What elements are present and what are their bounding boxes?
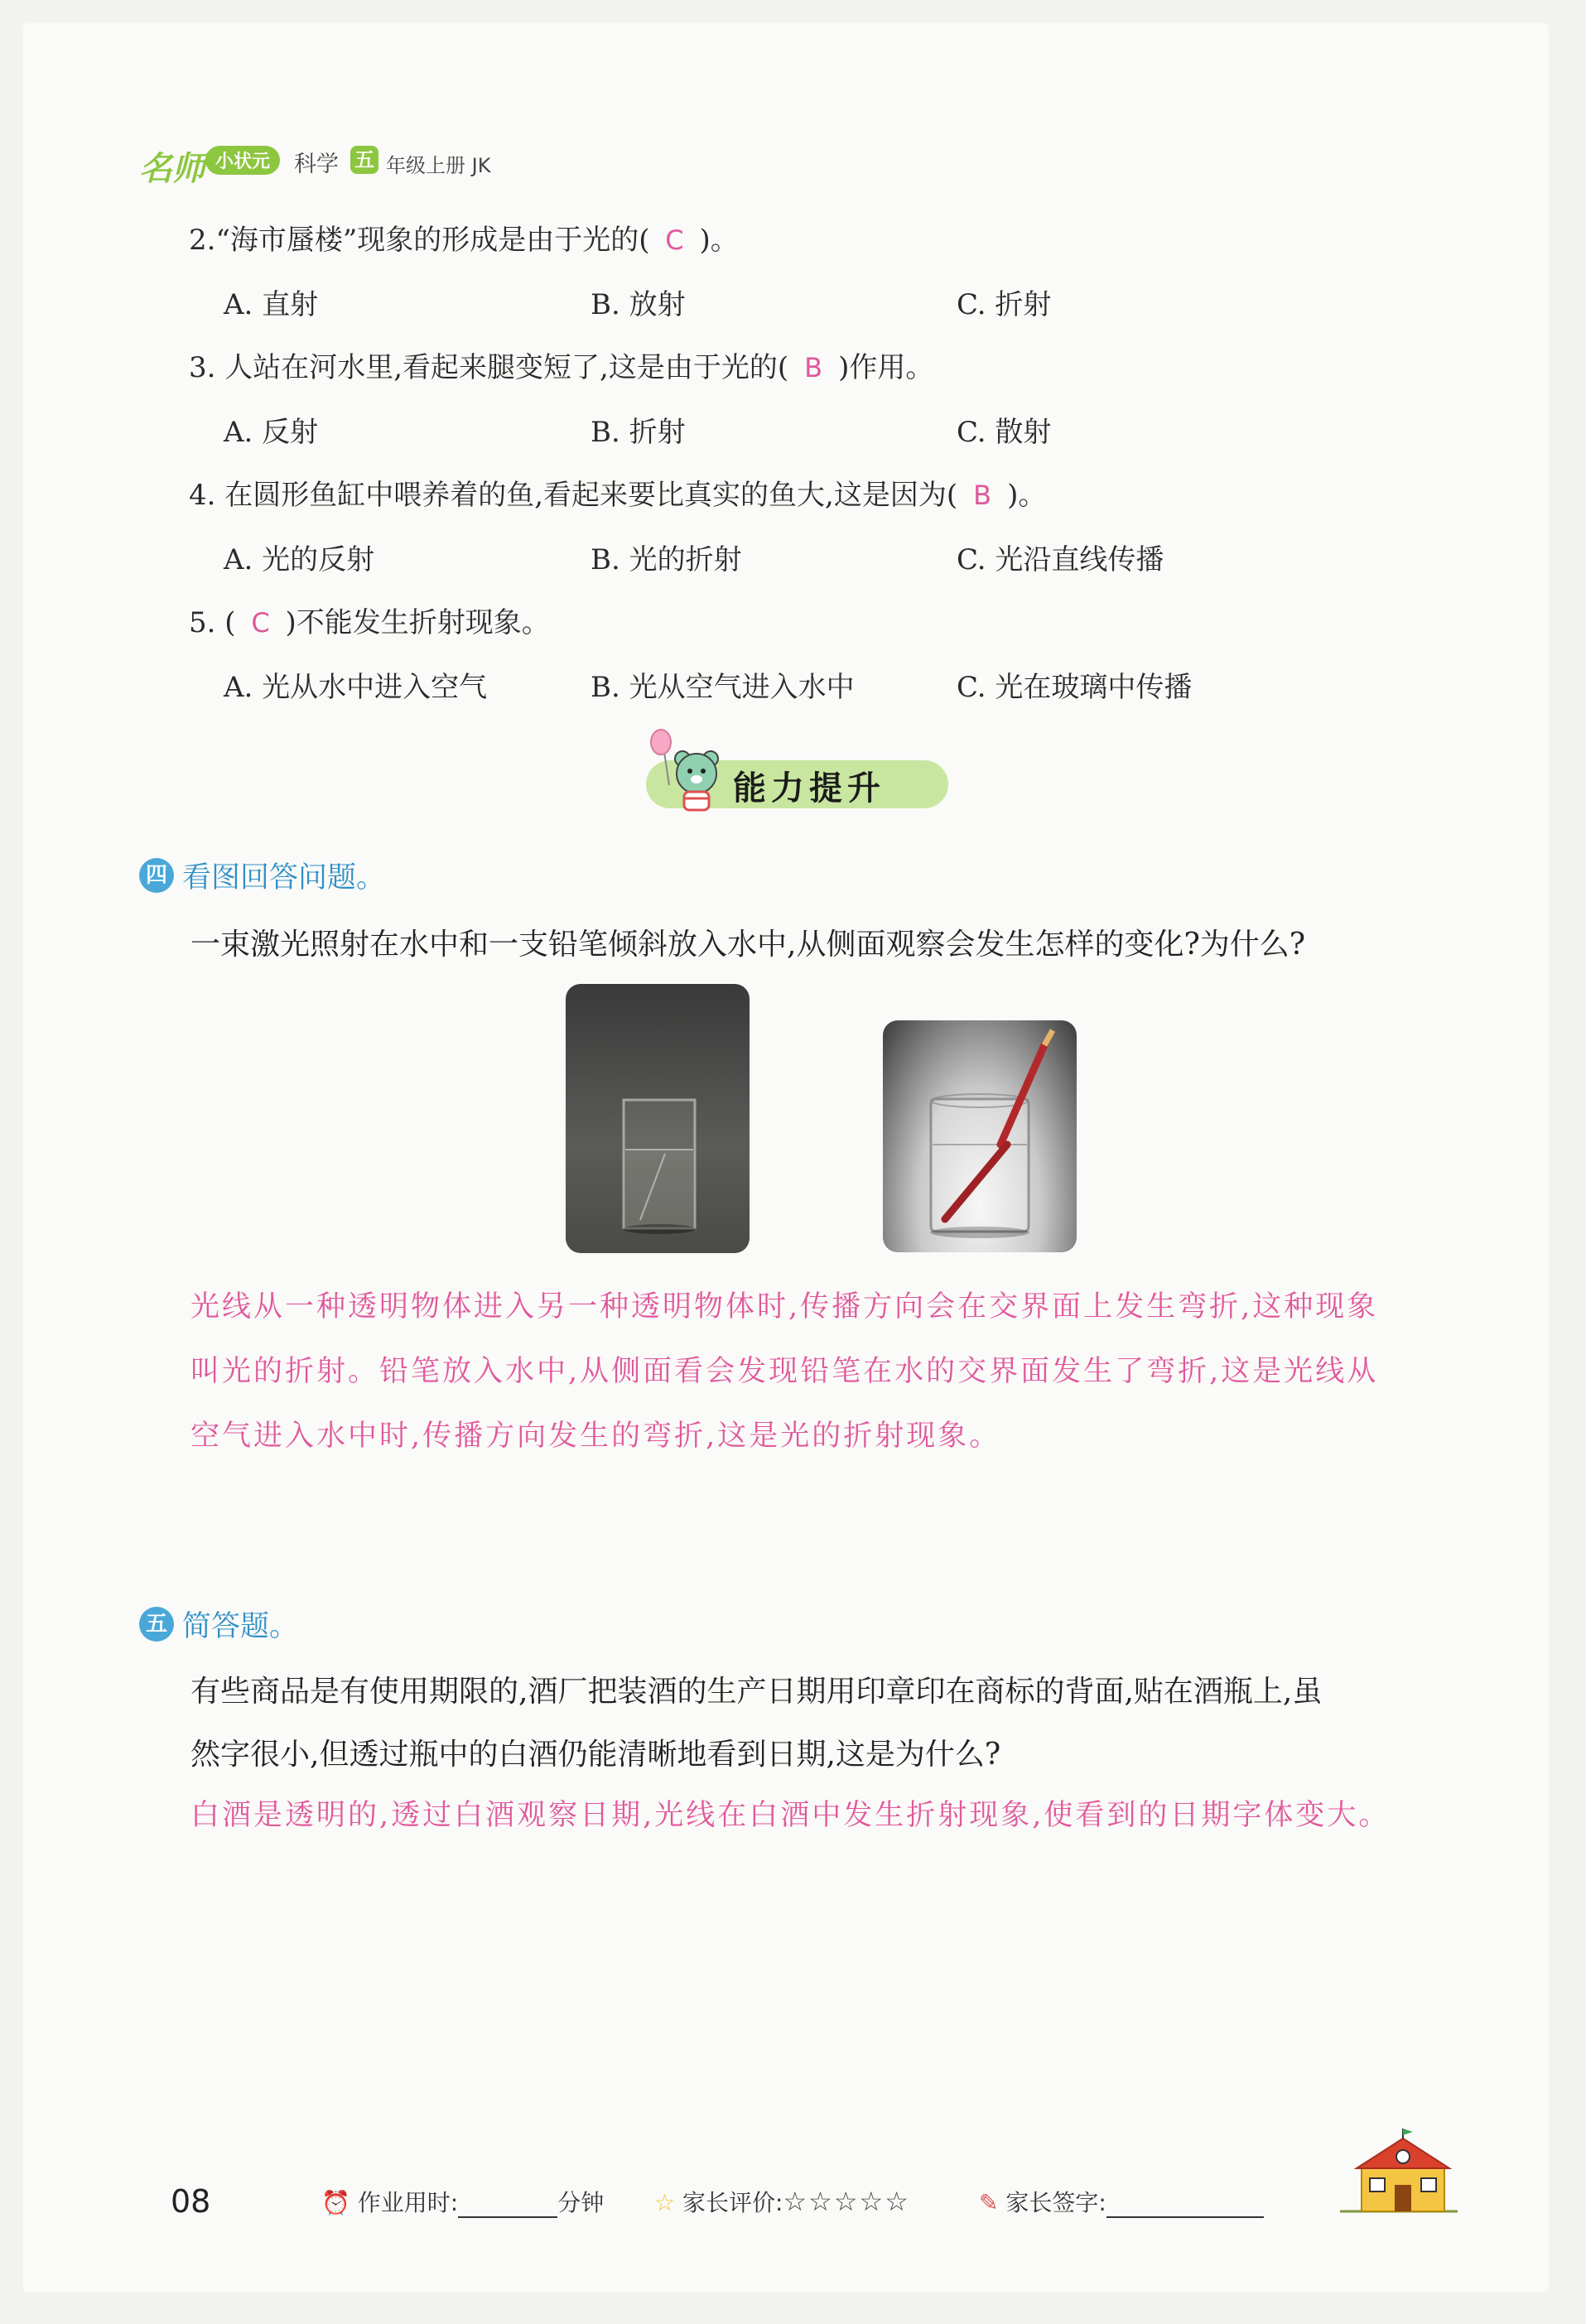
star-icon: ☆ xyxy=(654,2189,676,2216)
time-unit: 分钟 xyxy=(557,2189,605,2216)
question-4 xyxy=(189,472,1046,513)
question-stem-end: )。 xyxy=(1007,479,1047,512)
answer-mark: B xyxy=(973,480,992,511)
header-grade: 年级上册 JK xyxy=(386,154,491,177)
question-stem: 4. 在圆形鱼缸中喂养着的鱼,看起来要比真实的鱼大,这是因为( xyxy=(189,479,958,512)
option-a: A. 光的反射 xyxy=(224,543,375,576)
question-5 xyxy=(189,600,550,640)
pencil-glass-photo xyxy=(883,1020,1077,1252)
option-a: A. 直射 xyxy=(224,288,319,321)
section-5-prompt-line: 然字很小,但透过瓶中的白酒仍能清晰地看到日期,这是为什么? xyxy=(190,1738,1001,1772)
time-label: 作业用时: xyxy=(357,2189,459,2216)
time-blank[interactable] xyxy=(458,2189,557,2218)
section-4-prompt: 一束激光照射在水中和一支铅笔倾斜放入水中,从侧面观察会发生怎样的变化?为什么? xyxy=(190,928,1306,962)
option-c: C. 散射 xyxy=(957,416,1052,449)
question-stem-end: )不能发生折射现象。 xyxy=(285,606,550,639)
answer-mark: C xyxy=(665,224,684,256)
section-4-answer-line: 空气进入水中时,传播方向发生的弯折,这是光的折射现象。 xyxy=(190,1420,1001,1453)
section-5-answer: 白酒是透明的,透过白酒观察日期,光线在白酒中发生折射现象,使看到的日期字体变大。 xyxy=(190,1799,1391,1832)
parent-rating xyxy=(654,2185,910,2218)
alarm-clock-icon: ⏰ xyxy=(321,2189,350,2216)
question-2 xyxy=(189,217,739,258)
rating-label: 家长评价: xyxy=(682,2189,783,2216)
rating-stars[interactable]: ☆☆☆☆☆ xyxy=(783,2186,910,2217)
option-c: C. 折射 xyxy=(957,288,1052,321)
answer-mark: B xyxy=(804,352,823,383)
brand-logo: 名师 xyxy=(139,149,205,188)
option-c: C. 光沿直线传播 xyxy=(957,543,1164,576)
option-b: B. 光从空气进入水中 xyxy=(591,671,855,704)
option-a: A. 光从水中进入空气 xyxy=(224,671,488,704)
question-stem: 3. 人站在河水里,看起来腿变短了,这是由于光的( xyxy=(189,351,789,384)
header-subject: 科学 xyxy=(294,152,339,177)
ability-banner xyxy=(646,727,948,817)
section-4-heading xyxy=(139,855,385,896)
section-4-answer-line: 光线从一种透明物体进入另一种透明物体时,传播方向会在交界面上发生弯折,这种现象 xyxy=(190,1290,1379,1324)
section-5-prompt-line: 有些商品是有使用期限的,酒厂把装酒的生产日期用印章印在商标的背面,贴在酒瓶上,虽 xyxy=(190,1675,1323,1709)
option-b: B. 放射 xyxy=(591,288,686,321)
laser-glass-photo xyxy=(566,984,750,1253)
glass-of-water-icon xyxy=(566,984,750,1253)
pencil-icon: ✎ xyxy=(979,2189,999,2216)
page-number: 08 xyxy=(171,2183,211,2220)
homework-time xyxy=(321,2185,604,2218)
grade-badge: 五 xyxy=(350,146,378,174)
banner-title: 能力提升 xyxy=(733,769,885,808)
bear-mascot-icon xyxy=(646,727,729,817)
section-number-badge: 五 xyxy=(139,1607,174,1642)
signature-blank[interactable] xyxy=(1106,2189,1264,2218)
option-b: B. 光的折射 xyxy=(591,543,742,576)
question-stem: 5. ( xyxy=(189,606,236,639)
question-3 xyxy=(189,345,933,385)
option-a: A. 反射 xyxy=(224,416,319,449)
question-stem-end: )作用。 xyxy=(838,351,934,384)
question-stem: 2.“海市蜃楼”现象的形成是由于光的( xyxy=(189,224,650,257)
section-title: 简答题。 xyxy=(182,1610,299,1643)
section-4-answer-line: 叫光的折射。铅笔放入水中,从侧面看会发现铅笔在水的交界面发生了弯折,这是光线从 xyxy=(190,1355,1379,1388)
answer-mark: C xyxy=(251,607,270,639)
option-c: C. 光在玻璃中传播 xyxy=(957,671,1193,704)
question-stem-end: )。 xyxy=(699,224,739,257)
pencil-in-glass-icon xyxy=(883,1020,1077,1252)
section-5-heading xyxy=(139,1603,298,1645)
sign-label: 家长签字: xyxy=(1005,2189,1106,2216)
parent-signature xyxy=(979,2185,1264,2218)
section-title: 看图回答问题。 xyxy=(182,861,386,894)
section-number-badge: 四 xyxy=(139,858,174,893)
school-house-icon xyxy=(1333,2129,1466,2220)
brand-badge: 小状元 xyxy=(205,146,280,175)
option-b: B. 折射 xyxy=(591,416,686,449)
